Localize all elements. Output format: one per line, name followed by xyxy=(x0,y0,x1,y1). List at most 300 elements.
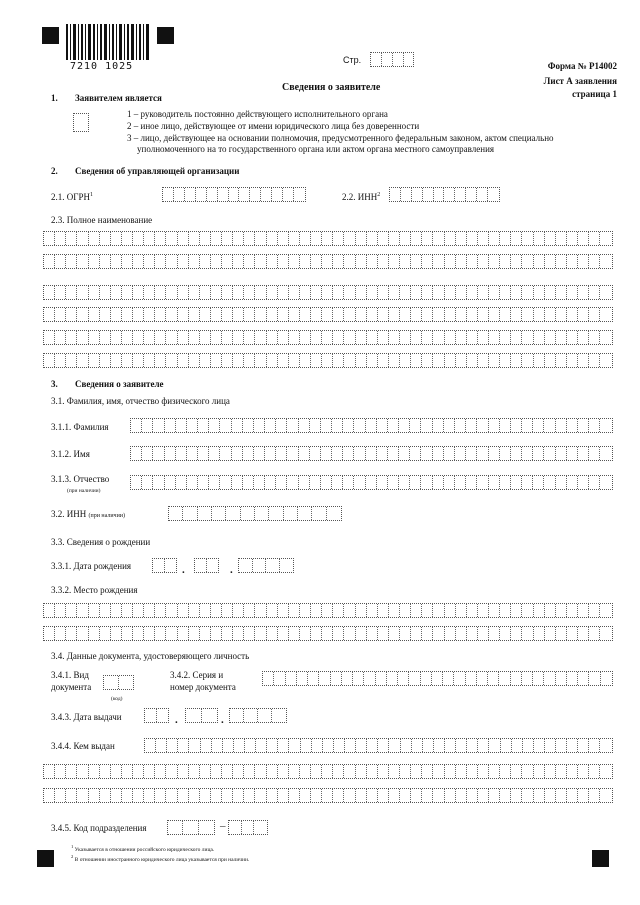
char-cell[interactable] xyxy=(478,789,489,802)
char-cell[interactable] xyxy=(278,604,289,617)
char-cell[interactable] xyxy=(388,476,399,489)
char-cell[interactable] xyxy=(66,765,77,778)
char-cell[interactable] xyxy=(178,604,189,617)
char-cell[interactable] xyxy=(500,232,511,245)
char-cell[interactable] xyxy=(267,604,278,617)
char-cell[interactable] xyxy=(222,765,233,778)
char-cell[interactable] xyxy=(174,188,185,201)
char-cell[interactable] xyxy=(232,419,243,432)
char-cell[interactable] xyxy=(278,354,289,367)
char-cell[interactable] xyxy=(522,476,533,489)
char-cell[interactable] xyxy=(233,765,244,778)
char-cell[interactable] xyxy=(400,627,411,640)
char-cell[interactable] xyxy=(222,604,233,617)
char-cell[interactable] xyxy=(600,739,611,752)
char-cell[interactable] xyxy=(100,308,111,321)
char-cell[interactable] xyxy=(111,354,122,367)
char-cell[interactable] xyxy=(511,627,522,640)
char-cell[interactable] xyxy=(467,765,478,778)
char-cell[interactable] xyxy=(44,604,55,617)
name-field[interactable] xyxy=(130,446,613,461)
char-cell[interactable] xyxy=(454,672,465,685)
char-cell[interactable] xyxy=(255,354,266,367)
char-cell[interactable] xyxy=(300,232,311,245)
char-cell[interactable] xyxy=(456,331,467,344)
char-cell[interactable] xyxy=(183,821,198,834)
char-cell[interactable] xyxy=(266,559,280,572)
char-cell[interactable] xyxy=(55,286,66,299)
char-cell[interactable] xyxy=(445,765,456,778)
char-cell[interactable] xyxy=(411,232,422,245)
char-cell[interactable] xyxy=(354,419,365,432)
char-cell[interactable] xyxy=(500,419,511,432)
char-cell[interactable] xyxy=(77,286,88,299)
char-cell[interactable] xyxy=(477,447,488,460)
char-cell[interactable] xyxy=(511,604,522,617)
char-cell[interactable] xyxy=(189,354,200,367)
char-cell[interactable] xyxy=(209,419,220,432)
char-cell[interactable] xyxy=(166,255,177,268)
char-cell[interactable] xyxy=(153,559,165,572)
char-cell[interactable] xyxy=(211,789,222,802)
char-cell[interactable] xyxy=(500,447,511,460)
char-cell[interactable] xyxy=(545,354,556,367)
char-cell[interactable] xyxy=(467,286,478,299)
char-cell[interactable] xyxy=(434,188,445,201)
char-cell[interactable] xyxy=(456,255,467,268)
char-cell[interactable] xyxy=(319,672,330,685)
dept-code-part-1[interactable] xyxy=(167,820,215,835)
char-cell[interactable] xyxy=(467,789,478,802)
char-cell[interactable] xyxy=(500,331,511,344)
char-cell[interactable] xyxy=(511,672,522,685)
char-cell[interactable] xyxy=(567,286,578,299)
char-cell[interactable] xyxy=(167,739,178,752)
char-cell[interactable] xyxy=(422,765,433,778)
char-cell[interactable] xyxy=(500,354,511,367)
char-cell[interactable] xyxy=(153,419,164,432)
char-cell[interactable] xyxy=(211,627,222,640)
char-cell[interactable] xyxy=(289,789,300,802)
char-cell[interactable] xyxy=(600,232,611,245)
char-cell[interactable] xyxy=(195,559,207,572)
char-cell[interactable] xyxy=(544,447,555,460)
char-cell[interactable] xyxy=(500,765,511,778)
char-cell[interactable] xyxy=(166,604,177,617)
char-cell[interactable] xyxy=(433,331,444,344)
char-cell[interactable] xyxy=(244,627,255,640)
char-cell[interactable] xyxy=(578,308,589,321)
char-cell[interactable] xyxy=(556,765,567,778)
char-cell[interactable] xyxy=(122,604,133,617)
char-cell[interactable] xyxy=(422,789,433,802)
char-cell[interactable] xyxy=(378,354,389,367)
char-cell[interactable] xyxy=(311,354,322,367)
char-cell[interactable] xyxy=(178,739,189,752)
char-cell[interactable] xyxy=(122,354,133,367)
char-cell[interactable] xyxy=(77,308,88,321)
char-cell[interactable] xyxy=(378,739,389,752)
char-cell[interactable] xyxy=(255,627,266,640)
char-cell[interactable] xyxy=(500,789,511,802)
char-cell[interactable] xyxy=(354,476,365,489)
char-cell[interactable] xyxy=(556,447,567,460)
char-cell[interactable] xyxy=(189,286,200,299)
char-cell[interactable] xyxy=(433,765,444,778)
char-cell[interactable] xyxy=(600,308,611,321)
char-cell[interactable] xyxy=(344,789,355,802)
char-cell[interactable] xyxy=(356,627,367,640)
char-cell[interactable] xyxy=(133,331,144,344)
char-cell[interactable] xyxy=(389,308,400,321)
char-cell[interactable] xyxy=(589,308,600,321)
char-cell[interactable] xyxy=(344,627,355,640)
char-cell[interactable] xyxy=(131,447,142,460)
char-cell[interactable] xyxy=(533,447,544,460)
char-cell[interactable] xyxy=(422,604,433,617)
char-cell[interactable] xyxy=(189,604,200,617)
char-cell[interactable] xyxy=(131,419,142,432)
char-cell[interactable] xyxy=(77,331,88,344)
char-cell[interactable] xyxy=(467,739,478,752)
char-cell[interactable] xyxy=(477,672,488,685)
char-cell[interactable] xyxy=(244,765,255,778)
char-cell[interactable] xyxy=(378,308,389,321)
char-cell[interactable] xyxy=(600,331,611,344)
char-cell[interactable] xyxy=(311,627,322,640)
issue-year-field[interactable] xyxy=(229,708,287,723)
char-cell[interactable] xyxy=(534,627,545,640)
char-cell[interactable] xyxy=(289,604,300,617)
char-cell[interactable] xyxy=(400,255,411,268)
char-cell[interactable] xyxy=(522,286,533,299)
char-cell[interactable] xyxy=(300,627,311,640)
char-cell[interactable] xyxy=(511,232,522,245)
char-cell[interactable] xyxy=(511,476,522,489)
char-cell[interactable] xyxy=(545,765,556,778)
char-cell[interactable] xyxy=(356,354,367,367)
char-cell[interactable] xyxy=(44,789,55,802)
char-cell[interactable] xyxy=(511,308,522,321)
char-cell[interactable] xyxy=(254,419,265,432)
char-cell[interactable] xyxy=(142,447,153,460)
char-cell[interactable] xyxy=(445,286,456,299)
char-cell[interactable] xyxy=(111,286,122,299)
char-cell[interactable] xyxy=(333,604,344,617)
char-cell[interactable] xyxy=(100,331,111,344)
char-cell[interactable] xyxy=(284,507,298,520)
char-cell[interactable] xyxy=(534,308,545,321)
char-cell[interactable] xyxy=(89,286,100,299)
char-cell[interactable] xyxy=(522,255,533,268)
char-cell[interactable] xyxy=(323,739,334,752)
char-cell[interactable] xyxy=(55,765,66,778)
char-cell[interactable] xyxy=(354,447,365,460)
char-cell[interactable] xyxy=(356,765,367,778)
char-cell[interactable] xyxy=(155,286,166,299)
char-cell[interactable] xyxy=(299,447,310,460)
char-cell[interactable] xyxy=(399,419,410,432)
char-cell[interactable] xyxy=(467,232,478,245)
char-cell[interactable] xyxy=(534,232,545,245)
char-cell[interactable] xyxy=(333,789,344,802)
char-cell[interactable] xyxy=(321,447,332,460)
char-cell[interactable] xyxy=(556,286,567,299)
char-cell[interactable] xyxy=(376,672,387,685)
char-cell[interactable] xyxy=(332,476,343,489)
char-cell[interactable] xyxy=(567,604,578,617)
char-cell[interactable] xyxy=(500,308,511,321)
char-cell[interactable] xyxy=(243,419,254,432)
char-cell[interactable] xyxy=(176,419,187,432)
char-cell[interactable] xyxy=(44,331,55,344)
char-cell[interactable] xyxy=(122,765,133,778)
char-cell[interactable] xyxy=(578,739,589,752)
char-cell[interactable] xyxy=(321,419,332,432)
char-cell[interactable] xyxy=(578,255,589,268)
char-cell[interactable] xyxy=(522,604,533,617)
char-cell[interactable] xyxy=(211,308,222,321)
char-cell[interactable] xyxy=(178,308,189,321)
char-cell[interactable] xyxy=(133,308,144,321)
char-cell[interactable] xyxy=(222,354,233,367)
char-cell[interactable] xyxy=(421,476,432,489)
char-cell[interactable] xyxy=(142,419,153,432)
char-cell[interactable] xyxy=(333,286,344,299)
char-cell[interactable] xyxy=(166,627,177,640)
char-cell[interactable] xyxy=(489,447,500,460)
char-cell[interactable] xyxy=(144,232,155,245)
char-cell[interactable] xyxy=(100,627,111,640)
char-cell[interactable] xyxy=(278,308,289,321)
char-cell[interactable] xyxy=(100,354,111,367)
char-cell[interactable] xyxy=(155,789,166,802)
char-cell[interactable] xyxy=(511,419,522,432)
char-cell[interactable] xyxy=(211,331,222,344)
char-cell[interactable] xyxy=(186,709,202,722)
char-cell[interactable] xyxy=(294,188,305,201)
char-cell[interactable] xyxy=(122,308,133,321)
char-cell[interactable] xyxy=(511,354,522,367)
char-cell[interactable] xyxy=(233,331,244,344)
char-cell[interactable] xyxy=(178,765,189,778)
char-cell[interactable] xyxy=(421,419,432,432)
char-cell[interactable] xyxy=(567,447,578,460)
char-cell[interactable] xyxy=(89,789,100,802)
char-cell[interactable] xyxy=(111,627,122,640)
char-cell[interactable] xyxy=(488,672,499,685)
char-cell[interactable] xyxy=(556,476,567,489)
char-cell[interactable] xyxy=(578,232,589,245)
char-cell[interactable] xyxy=(267,354,278,367)
char-cell[interactable] xyxy=(445,627,456,640)
char-cell[interactable] xyxy=(254,821,267,834)
char-cell[interactable] xyxy=(278,627,289,640)
char-cell[interactable] xyxy=(556,627,567,640)
char-cell[interactable] xyxy=(233,604,244,617)
char-cell[interactable] xyxy=(332,447,343,460)
char-cell[interactable] xyxy=(258,709,272,722)
char-cell[interactable] xyxy=(390,188,401,201)
char-cell[interactable] xyxy=(456,286,467,299)
char-cell[interactable] xyxy=(578,354,589,367)
char-cell[interactable] xyxy=(433,604,444,617)
char-cell[interactable] xyxy=(344,604,355,617)
char-cell[interactable] xyxy=(145,739,156,752)
char-cell[interactable] xyxy=(267,627,278,640)
char-cell[interactable] xyxy=(55,255,66,268)
char-cell[interactable] xyxy=(422,255,433,268)
char-cell[interactable] xyxy=(533,672,544,685)
char-cell[interactable] xyxy=(253,559,267,572)
char-cell[interactable] xyxy=(333,354,344,367)
char-cell[interactable] xyxy=(222,627,233,640)
char-cell[interactable] xyxy=(100,255,111,268)
birth-year-field[interactable] xyxy=(238,558,294,573)
char-cell[interactable] xyxy=(534,604,545,617)
char-cell[interactable] xyxy=(489,765,500,778)
char-cell[interactable] xyxy=(500,627,511,640)
char-cell[interactable] xyxy=(433,627,444,640)
char-cell[interactable] xyxy=(269,507,283,520)
char-cell[interactable] xyxy=(245,739,256,752)
char-cell[interactable] xyxy=(456,765,467,778)
char-cell[interactable] xyxy=(66,789,77,802)
char-cell[interactable] xyxy=(111,331,122,344)
char-cell[interactable] xyxy=(255,765,266,778)
char-cell[interactable] xyxy=(189,232,200,245)
char-cell[interactable] xyxy=(534,354,545,367)
char-cell[interactable] xyxy=(308,672,319,685)
char-cell[interactable] xyxy=(243,447,254,460)
char-cell[interactable] xyxy=(589,255,600,268)
char-cell[interactable] xyxy=(456,627,467,640)
char-cell[interactable] xyxy=(333,232,344,245)
char-cell[interactable] xyxy=(445,255,456,268)
char-cell[interactable] xyxy=(400,789,411,802)
char-cell[interactable] xyxy=(263,672,274,685)
char-cell[interactable] xyxy=(467,627,478,640)
char-cell[interactable] xyxy=(66,604,77,617)
char-cell[interactable] xyxy=(522,232,533,245)
char-cell[interactable] xyxy=(176,476,187,489)
char-cell[interactable] xyxy=(478,232,489,245)
char-cell[interactable] xyxy=(133,232,144,245)
char-cell[interactable] xyxy=(567,354,578,367)
char-cell[interactable] xyxy=(389,232,400,245)
char-cell[interactable] xyxy=(311,232,322,245)
fullname-row-2[interactable] xyxy=(43,254,613,269)
char-cell[interactable] xyxy=(239,559,253,572)
char-cell[interactable] xyxy=(157,709,169,722)
char-cell[interactable] xyxy=(544,672,555,685)
char-cell[interactable] xyxy=(331,672,342,685)
char-cell[interactable] xyxy=(232,476,243,489)
char-cell[interactable] xyxy=(500,286,511,299)
char-cell[interactable] xyxy=(456,604,467,617)
char-cell[interactable] xyxy=(477,188,488,201)
char-cell[interactable] xyxy=(489,255,500,268)
char-cell[interactable] xyxy=(332,419,343,432)
char-cell[interactable] xyxy=(556,739,567,752)
char-cell[interactable] xyxy=(489,286,500,299)
char-cell[interactable] xyxy=(133,604,144,617)
char-cell[interactable] xyxy=(378,255,389,268)
char-cell[interactable] xyxy=(44,255,55,268)
char-cell[interactable] xyxy=(322,627,333,640)
char-cell[interactable] xyxy=(55,308,66,321)
char-cell[interactable] xyxy=(556,255,567,268)
char-cell[interactable] xyxy=(201,739,212,752)
char-cell[interactable] xyxy=(289,286,300,299)
char-cell[interactable] xyxy=(145,709,157,722)
char-cell[interactable] xyxy=(212,739,223,752)
char-cell[interactable] xyxy=(211,354,222,367)
char-cell[interactable] xyxy=(445,331,456,344)
char-cell[interactable] xyxy=(244,232,255,245)
char-cell[interactable] xyxy=(311,308,322,321)
char-cell[interactable] xyxy=(233,789,244,802)
char-cell[interactable] xyxy=(77,627,88,640)
char-cell[interactable] xyxy=(400,765,411,778)
char-cell[interactable] xyxy=(489,419,500,432)
char-cell[interactable] xyxy=(544,476,555,489)
char-cell[interactable] xyxy=(250,188,261,201)
char-cell[interactable] xyxy=(433,308,444,321)
char-cell[interactable] xyxy=(239,188,250,201)
char-cell[interactable] xyxy=(434,739,445,752)
char-cell[interactable] xyxy=(189,739,200,752)
char-cell[interactable] xyxy=(401,739,412,752)
char-cell[interactable] xyxy=(233,232,244,245)
char-cell[interactable] xyxy=(522,789,533,802)
char-cell[interactable] xyxy=(445,604,456,617)
char-cell[interactable] xyxy=(422,354,433,367)
issue-month-field[interactable] xyxy=(185,708,218,723)
char-cell[interactable] xyxy=(344,308,355,321)
char-cell[interactable] xyxy=(567,672,578,685)
char-cell[interactable] xyxy=(477,476,488,489)
char-cell[interactable] xyxy=(178,232,189,245)
char-cell[interactable] xyxy=(353,672,364,685)
char-cell[interactable] xyxy=(244,354,255,367)
char-cell[interactable] xyxy=(297,672,308,685)
char-cell[interactable] xyxy=(322,789,333,802)
char-cell[interactable] xyxy=(211,255,222,268)
char-cell[interactable] xyxy=(478,604,489,617)
char-cell[interactable] xyxy=(412,739,423,752)
char-cell[interactable] xyxy=(556,331,567,344)
doc-type-field[interactable] xyxy=(103,675,134,690)
char-cell[interactable] xyxy=(412,188,423,201)
char-cell[interactable] xyxy=(333,331,344,344)
char-cell[interactable] xyxy=(410,419,421,432)
char-cell[interactable] xyxy=(578,476,589,489)
char-cell[interactable] xyxy=(378,765,389,778)
char-cell[interactable] xyxy=(356,255,367,268)
char-cell[interactable] xyxy=(600,255,611,268)
char-cell[interactable] xyxy=(267,765,278,778)
char-cell[interactable] xyxy=(534,286,545,299)
char-cell[interactable] xyxy=(280,559,294,572)
char-cell[interactable] xyxy=(456,354,467,367)
char-cell[interactable] xyxy=(131,476,142,489)
char-cell[interactable] xyxy=(278,739,289,752)
char-cell[interactable] xyxy=(522,447,533,460)
char-cell[interactable] xyxy=(44,232,55,245)
char-cell[interactable] xyxy=(445,789,456,802)
char-cell[interactable] xyxy=(200,232,211,245)
